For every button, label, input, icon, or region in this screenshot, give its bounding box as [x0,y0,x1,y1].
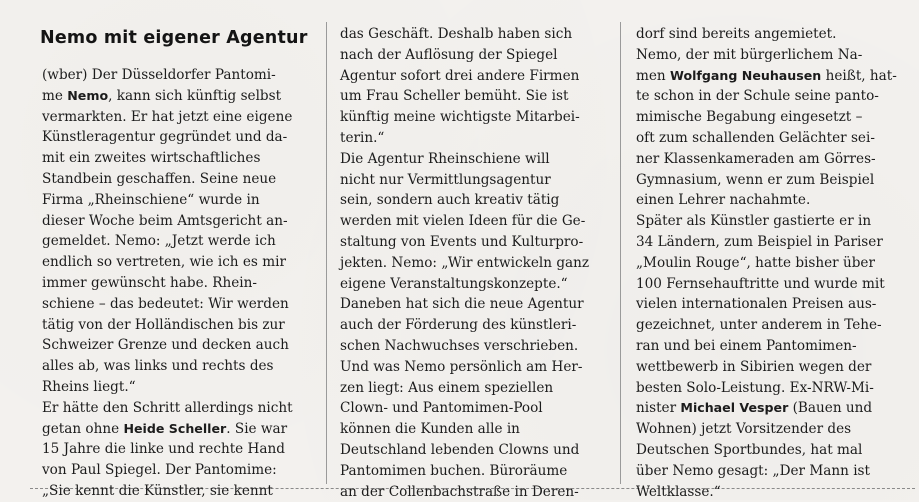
text-segment: einen Lehrer nachahmte. [636,192,811,209]
text-line [340,107,615,128]
text-segment: te schon in der Schule seine panto- [636,88,879,105]
text-line [42,107,322,128]
text-segment: (wber) Der Düsseldorfer Pantomi- [42,67,276,83]
text-segment: men [636,67,671,84]
text-line [42,377,322,398]
text-segment: 15 Jahre die linke und rechte Hand [42,441,285,458]
text-line [42,148,322,169]
text-line [42,252,322,273]
text-line [636,398,914,419]
text-line [636,107,914,128]
text-line [42,231,322,252]
text-line [340,294,615,315]
text-line [636,24,914,45]
text-segment: dorf sind bereits angemietet. [636,26,837,42]
text-segment: (Bauen und [788,400,873,417]
text-line [42,211,322,232]
article-headline: Nemo mit eigener Agentur [40,28,308,48]
article-column-3 [636,24,914,502]
text-line [42,398,322,419]
text-segment: staltung von Events und Kulturpro- [340,233,584,250]
text-segment: tätig von der Holländischen bis zur [42,316,285,333]
text-line [636,440,914,461]
article-column-1 [42,65,322,502]
text-segment: , kann sich künftig selbst [108,87,282,104]
text-segment: Nemo, der mit bürgerlichem Na- [636,46,863,63]
text-segment: getan ohne [42,420,124,437]
text-line [636,66,914,87]
text-segment: 34 Ländern, zum Beispiel in Pariser [636,233,883,250]
text-segment: schen Nachwuchses verschrieben. [340,337,579,354]
text-line [42,315,322,336]
text-segment: 100 Fernsehauftritte und wurde mit [636,275,885,292]
text-segment: me [42,87,68,104]
text-segment: besten Solo-Leistung. Ex-NRW-Mi- [636,379,874,396]
text-segment: Deutschland lebenden Clowns und [340,441,580,458]
text-line [42,460,322,481]
text-segment: oft zum schallenden Gelächter sei- [636,129,875,146]
text-segment: eigene Veranstaltungskonzepte.“ [340,275,568,292]
text-segment: Künstleragentur gegründet und da- [42,129,288,146]
column-rule [326,22,327,484]
text-line [636,461,914,482]
text-segment: künftig meine wichtigste Mitarbei- [340,109,580,126]
text-segment: endlich so vertreten, wie ich es mir [42,254,286,271]
text-line [42,273,322,294]
text-segment: an der Collenbachstraße in Deren- [340,483,579,500]
text-segment: das Geschäft. Deshalb haben sich [340,26,573,42]
text-line [42,439,322,460]
text-line [340,128,615,149]
text-segment: Die Agentur Rheinschiene will [340,150,550,167]
text-line [340,149,615,170]
text-line [340,170,615,191]
text-segment: werden mit vielen Ideen für die Ge- [340,213,586,230]
text-segment: jekten. Nemo: „Wir entwickeln ganz [340,254,590,271]
text-segment: Gymnasium, wenn er zum Beispiel [636,171,875,188]
text-segment: Und was Nemo persönlich am Her- [340,358,583,375]
text-line [340,66,615,87]
text-segment: wettbewerb in Sibirien wegen der [636,358,872,375]
text-segment: dieser Woche beim Amtsgericht an- [42,212,288,229]
text-segment: alles ab, was links und rechts des [42,358,274,375]
text-segment: Schweizer Grenze und decken auch [42,337,289,354]
text-segment: Deutschen Sportbundes, hat mal [636,441,863,458]
text-line [340,378,615,399]
text-line [636,86,914,107]
text-segment: von Paul Spiegel. Der Pantomime: [42,462,277,479]
text-line [636,128,914,149]
text-segment: mit ein zweites wirtschaftliches [42,150,261,167]
text-line [636,253,914,274]
text-line [636,419,914,440]
text-line [340,315,615,336]
text-line [340,190,615,211]
article-column-2 [340,24,615,502]
text-line [636,315,914,336]
text-segment: Rheins liegt.“ [42,378,136,395]
text-line [42,294,322,315]
text-line [42,190,322,211]
text-segment: Er hätte den Schritt allerdings nicht [42,399,293,416]
text-line [340,398,615,419]
text-segment: ran und bei einem Pantomimen- [636,337,857,354]
text-segment: um Frau Scheller bemüht. Sie ist [340,88,569,105]
person-name: Michael Vesper [680,400,789,416]
text-line [636,190,914,211]
text-segment: immer gewünscht habe. Rhein- [42,274,257,291]
text-line [42,335,322,356]
text-line [340,419,615,440]
text-segment: sein, sondern auch kreativ tätig [340,192,560,209]
text-line [340,253,615,274]
text-segment: Clown- und Pantomimen-Pool [340,400,543,417]
person-name: Wolfgang Neuhausen [670,67,822,83]
text-line [636,482,914,502]
text-segment: auch der Förderung des künstleri- [340,317,577,334]
text-segment: können die Kunden alle in [340,421,520,438]
text-segment: „Sie kennt die Künstler, sie kennt [42,482,273,499]
text-segment: mimische Begabung eingesetzt – [636,109,863,126]
text-segment: „Moulin Rouge“, hatte bisher über [636,254,875,271]
text-segment: ner Klassenkameraden am Görres- [636,150,876,167]
text-segment: schiene – das bedeutet: Wir werden [42,295,289,312]
text-line [340,482,615,502]
text-line [42,419,322,440]
text-line [636,274,914,295]
text-segment: terin.“ [340,129,385,146]
text-segment: heißt, hat- [821,67,897,84]
text-line [340,232,615,253]
text-segment: über Nemo gesagt: „Der Mann ist [636,462,870,479]
text-line [340,24,615,45]
text-line [636,45,914,66]
text-segment: Pantomimen buchen. Büroräume [340,462,568,479]
text-segment: Später als Künstler gastierte er in [636,213,872,230]
text-line [340,336,615,357]
text-line [340,461,615,482]
text-line [636,336,914,357]
text-segment: zen liegt: Aus einem speziellen [340,379,554,396]
text-segment: nister [636,400,681,417]
text-line [42,356,322,377]
text-line [636,294,914,315]
person-name: Heide Scheller [123,420,227,436]
text-segment: Standbein geschaffen. Seine neue [42,170,277,187]
text-segment: Weltklasse.“ [636,483,721,500]
text-line [42,127,322,148]
text-segment: vermarkten. Er hat jetzt eine eigene [42,108,293,125]
text-segment: nach der Auflösung der Spiegel [340,46,558,63]
text-segment: nicht nur Vermittlungsagentur [340,171,551,188]
text-line [340,86,615,107]
text-segment: Daneben hat sich die neue Agentur [340,296,584,313]
text-line [42,169,322,190]
text-line [340,440,615,461]
text-line [636,378,914,399]
column-rule [620,22,621,484]
text-line [42,481,322,502]
text-line [636,357,914,378]
text-segment: Wohnen) jetzt Vorsitzender des [636,421,852,438]
text-segment: gemeldet. Nemo: „Jetzt werde ich [42,233,276,250]
text-line [636,149,914,170]
text-line [340,45,615,66]
text-line [42,65,322,86]
text-line [636,170,914,191]
text-line [340,357,615,378]
person-name: Nemo [67,87,109,103]
text-line [636,232,914,253]
text-line [636,211,914,232]
text-segment: Agentur sofort drei andere Firmen [340,67,580,84]
text-segment: vielen internationalen Preisen aus- [636,296,877,313]
text-line [340,211,615,232]
text-segment: . Sie war [226,420,288,437]
text-segment: Firma „Rheinschiene“ wurde in [42,191,260,208]
text-segment: gezeichnet, unter anderem in Tehe- [636,317,882,334]
text-line [42,86,322,107]
text-line [340,274,615,295]
